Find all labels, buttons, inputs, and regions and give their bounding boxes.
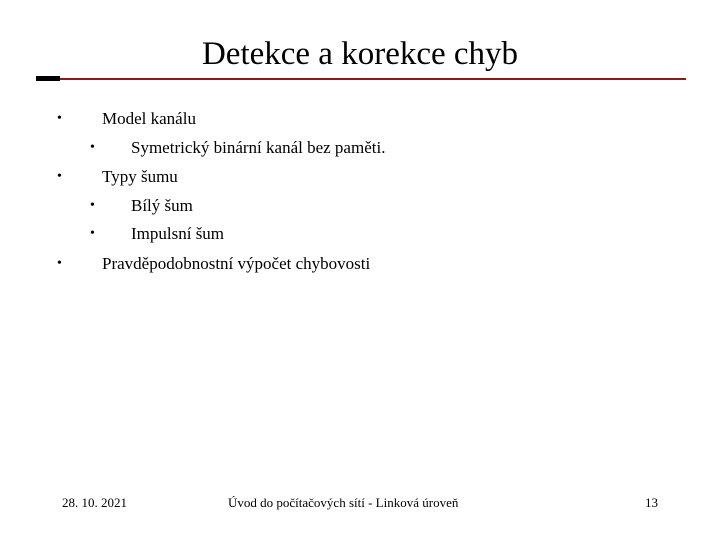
sub-bullet-item xyxy=(90,137,386,159)
bullet-icon: • xyxy=(90,226,95,241)
page-number: 13 xyxy=(645,495,658,510)
bullet-text: Bílý šum xyxy=(131,196,193,215)
slide-title: Detekce a korekce chyb xyxy=(201,36,519,72)
bullet-text: Pravděpodobnostní výpočet chybovosti xyxy=(102,254,371,273)
bullet-icon: • xyxy=(90,198,95,213)
bullet-icon: • xyxy=(57,111,62,126)
bullet-icon: • xyxy=(90,140,95,155)
sub-bullet-item xyxy=(90,195,193,217)
bullet-item xyxy=(57,253,371,275)
bullet-icon: • xyxy=(57,256,62,271)
sub-bullet-item xyxy=(90,223,225,245)
footer-date: 28. 10. 2021 xyxy=(62,495,127,510)
bullet-text: Model kanálu xyxy=(102,109,196,128)
bullet-icon: • xyxy=(57,169,62,184)
bullet-item xyxy=(57,108,196,130)
bullet-text: Impulsní šum xyxy=(131,224,225,243)
bullet-text: Symetrický binární kanál bez paměti. xyxy=(131,138,386,157)
bullet-text: Typy šumu xyxy=(102,167,178,186)
bullet-item xyxy=(57,166,178,188)
footer-title: Úvod do počítačových sítí - Linková úroveň xyxy=(228,495,459,510)
